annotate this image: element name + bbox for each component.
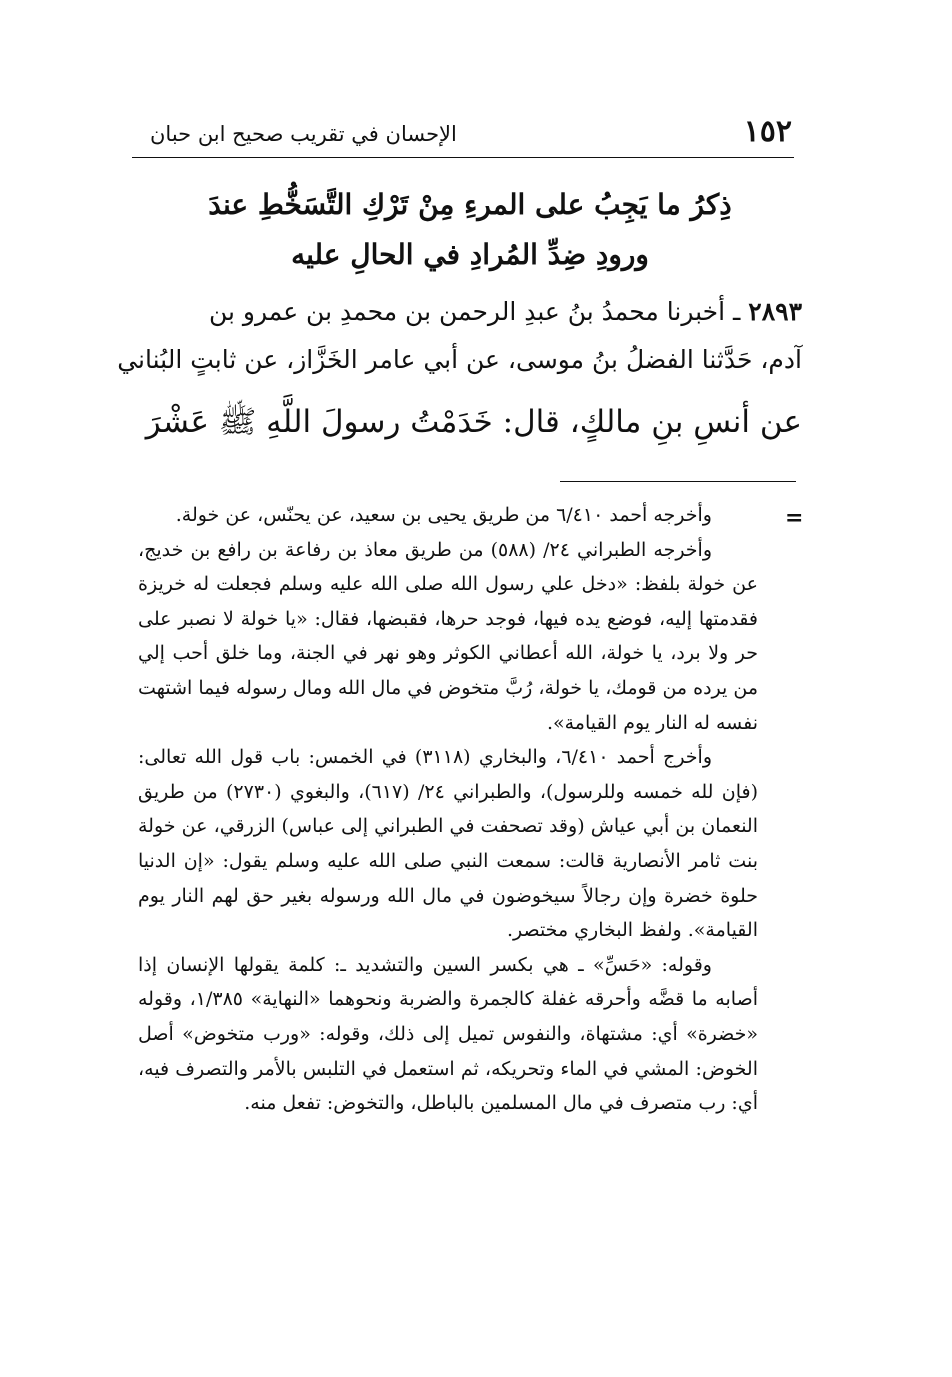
hadith-text (117, 288, 802, 452)
footnote-paragraph: وأخرجه الطبراني ٢٤/ (٥٨٨) من طريق معاذ بن رفاعة بن رافع بن خديج، عن خولة بلفظ: «دخل علي رسول الله صلى الله عليه وسلم فجعلت له خريزة فقدمتها إليه، فوضع يده فيها، فوجد حرها، فقبضها، فقال: «يا خولة لا نصبر على حر ولا برد، يا خولة، الله أعطاني الكوثر وهو نهر في الجنة، وما خلق أحب إلي من يرده من قومك، يا خولة، رُبَّ متخوض في مال الله ومال رسوله فيما اشتهت نفسه له النار يوم القيامة». (137, 538, 758, 734)
page-header (120, 112, 800, 152)
hadith-line-3: عن أنسِ بنِ مالكٍ، قال: خَدَمْتُ رسولَ اللَّهِ ﷺ عَشْرَ (145, 404, 802, 440)
chapter-heading-line-2: ورودِ ضِدِّ المُرادِ في الحالِ عليه (291, 238, 649, 271)
hadith-line-2: آدم، حَدَّثنا الفضلُ بنُ موسى، عن أبي عامر الخَزَّاز، عن ثابتٍ البُناني (117, 345, 802, 374)
running-title: الإحسان في تقريب صحيح ابن حبان (150, 122, 457, 146)
chapter-heading-line-1: ذِكرُ ما يَجِبُ على المرءِ مِنْ تَرْكِ التَّسَخُّطِ عندَ (208, 188, 732, 221)
header-rule (132, 157, 794, 158)
page-number: ١٥٢ (743, 114, 792, 149)
footnote-paragraph: وأخرج أحمد ٦/٤١٠، والبخاري (٣١١٨) في الخمس: باب قول الله تعالى: (فإن لله خمسه وللرسول)، والطبراني ٢٤/ (٦١٧)، والبغوي (٢٧٣٠) من طريق النعمان بن أبي عياش (وقد تصحفت في الطبراني إلى عباس) الزرقي، عن خولة بنت ثامر الأنصارية قالت: سمعت النبي صلى الله عليه وسلم يقول: «إن الدنيا حلوة خضرة وإن رجالاً سيخوضون في مال الله ورسوله بغير حق لهم النار يوم القيامة». ولفظ البخاري مختصر. (138, 746, 758, 942)
hadith-line-1 (132, 288, 802, 336)
footnote-continuation-mark: = (785, 505, 804, 531)
footnote-paragraph: وقوله: «حَسِّ» ـ هي بكسر السين والتشديد ـ: كلمة يقولها الإنسان إذا أصابه ما قضَّه وأحرقه غفلة كالجمرة والضربة ونحوهما «النهاية» ١/٣٨٥، وقوله «خضرة» أي: مشتهاة، والنفوس تميل إلى ذلك، وقوله: «ورب متخوض» أصل الخوض: المشي في الماء وتحريكه، ثم استعمل في التلبس بالأمر والتصرف فيه، أي: رب متصرف في مال المسلمين بالباطل، والتخوض: تفعل منه. (138, 953, 758, 1115)
hadith-number: ٢٨٩٣ (748, 297, 802, 326)
hadith-line-1-text: ـ أخبرنا محمدُ بنُ عبدِ الرحمن بن محمدِ بن عمرو بن (208, 297, 741, 326)
footnote-separator (560, 481, 796, 482)
footnotes (138, 498, 758, 1121)
footnote-paragraph: وأخرجه أحمد ٦/٤١٠ من طريق يحيى بن سعيد، عن يحنّس، عن خولة. (175, 504, 712, 526)
chapter-heading (140, 180, 800, 280)
